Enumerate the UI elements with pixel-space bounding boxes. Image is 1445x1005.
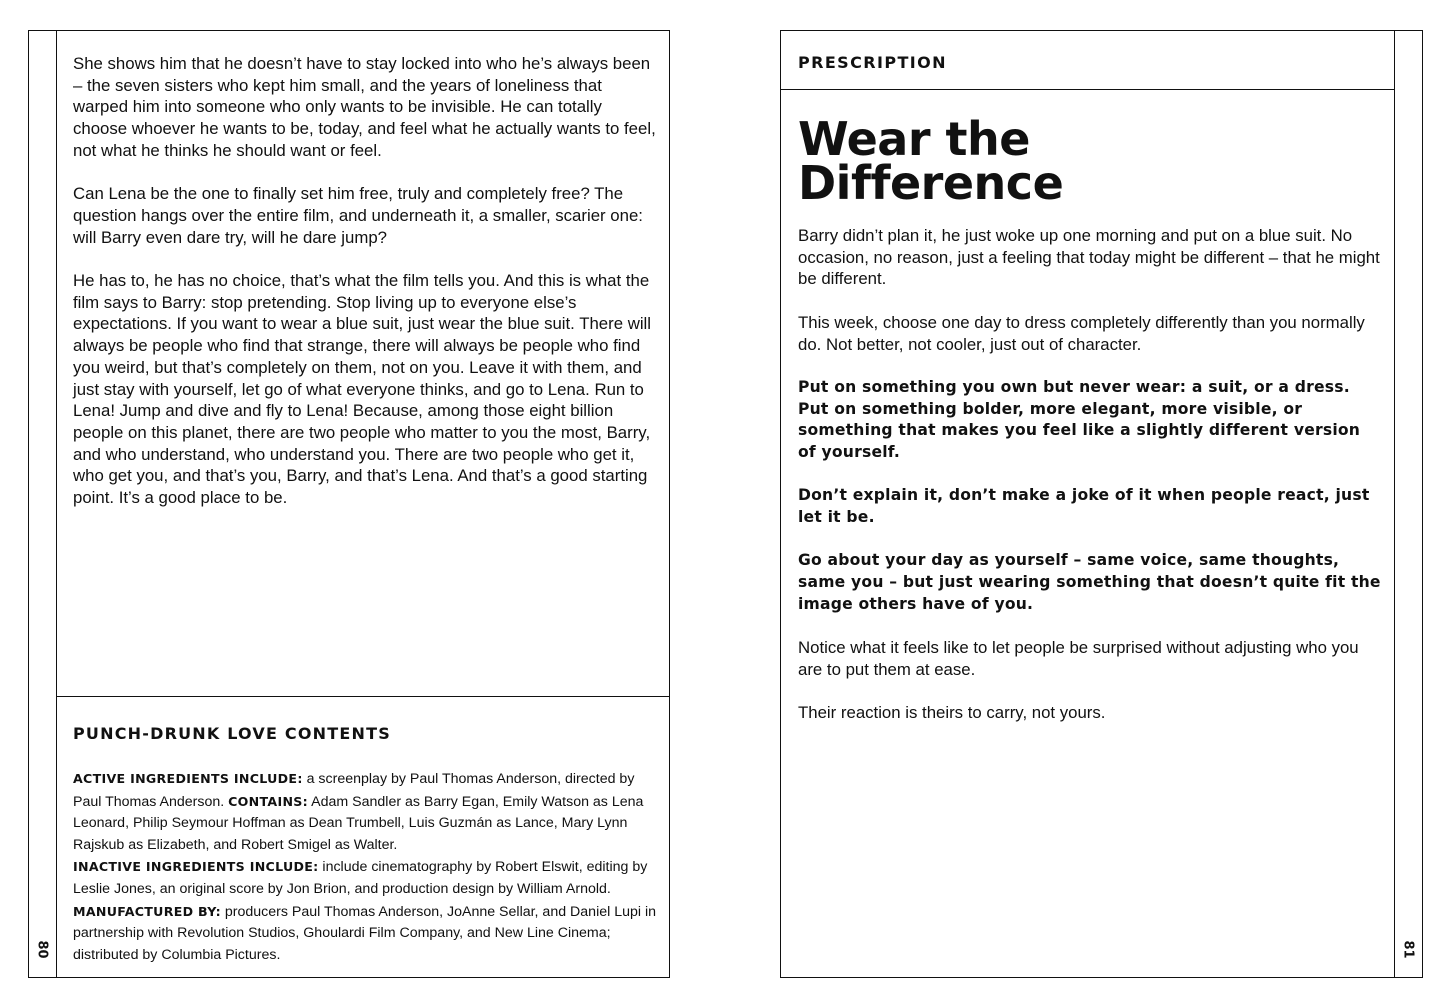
active-ingredients-label: ACTIVE INGREDIENTS INCLUDE: [73, 771, 303, 786]
inactive-ingredients-label: INACTIVE INGREDIENTS INCLUDE: [73, 859, 319, 875]
instruction-paragraph: Put on something you own but never wear: a suit, or a dress. Put on something bolder, more elegant, more visible, or something that makes you feel like a slightly different version of yourself. [798, 377, 1361, 461]
contents-heading: PUNCH-DRUNK LOVE CONTENTS [73, 724, 391, 743]
instruction-paragraph: Don’t explain it, don’t make a joke of it when people react, just let it be. [798, 486, 1370, 527]
page-title [798, 112, 1064, 210]
prescription-body [798, 225, 1383, 746]
instruction-paragraph: Go about your day as yourself – same voice, same thoughts, same you – but just wearing something that doesn’t quite fit the image others have of you. [798, 551, 1381, 613]
contains-text: Adam Sandler as Barry Egan, Emily Watson as Lena Leonard, Philip Seymour Hoffman as Dean Trumbell, Luis Guzmán as Lance, Mary Lynn Rajskub as Elizabeth, and Robert Smigel as Walter. [73, 793, 644, 853]
essay-body [73, 53, 658, 530]
contents-body [73, 768, 658, 966]
active-ingredients-text: a screenplay by Paul Thomas Anderson, directed by Paul Thomas Anderson. [73, 771, 635, 810]
paragraph: Barry didn’t plan it, he just woke up one morning and put on a blue suit. No occasion, no reason, just a feeling that today might be different – that he might be different. [798, 226, 1380, 289]
title-line: Wear the [798, 112, 1030, 166]
paragraph: This week, choose one day to dress completely differently than you normally do. Not better, not cooler, just out of character. [798, 312, 1365, 354]
section-divider [56, 696, 669, 697]
page-number: 80 [34, 940, 50, 959]
inactive-ingredients-text: include cinematography by Robert Elswit, editing by Leslie Jones, an original score by Jon Brion, and production design by William Arnold. [73, 859, 648, 897]
paragraph: He has to, he has no choice, that’s what the film tells you. And this is what the film says to Barry: stop pretending. Stop living up to everyone else’s expectations. If you want to wear a blue suit, just wear the blue suit. There will always be people who find that strange, there will always be people who find you weird, but that’s completely on them, not on you. Leave it with them, and just stay with yourself, let go of what everyone thinks, and go to Lena. Run to Lena! Jump and dive and fly to Lena! Because, among those eight billion people on this planet, there are two people who matter to you the most, Barry, and who understand, who understand you. There are two people who get it, who get you, and that’s you, Barry, and that’s Lena. And that’s a good starting point. It’s a good place to be. [73, 271, 652, 508]
left-gutter [29, 31, 57, 977]
page-number: 81 [1400, 940, 1416, 959]
manufactured-by-text: producers Paul Thomas Anderson, JoAnne Sellar, and Daniel Lupi in partnership with Revolution Studios, Ghoulardi Film Company, and New Line Cinema; distributed by Columbia Pictures. [73, 903, 657, 963]
paragraph: Can Lena be the one to finally set him free, truly and completely free? The question hangs over the entire film, and underneath it, a smaller, scarier one: will Barry even dare try, will he dare jump? [73, 184, 643, 247]
paragraph: Notice what it feels like to let people be surprised without adjusting who you are to put them at ease. [798, 638, 1359, 679]
left-page [28, 30, 670, 978]
contains-label: CONTAINS: [228, 793, 308, 809]
manufactured-by-label: MANUFACTURED BY: [73, 903, 221, 919]
right-gutter [1394, 31, 1422, 977]
right-page [780, 30, 1423, 978]
prescription-heading: PRESCRIPTION [798, 53, 947, 72]
title-line: Difference [798, 156, 1064, 210]
section-divider [781, 89, 1395, 90]
paragraph: Their reaction is theirs to carry, not yours. [798, 703, 1106, 723]
paragraph: She shows him that he doesn’t have to stay locked into who he’s always been – the seven sisters who kept him small, and the years of loneliness that warped him into someone who only wants to be invisible. He can totally choose whoever he wants to be, today, and feel what he actually wants to feel, not what he thinks he should want or feel. [73, 54, 656, 160]
